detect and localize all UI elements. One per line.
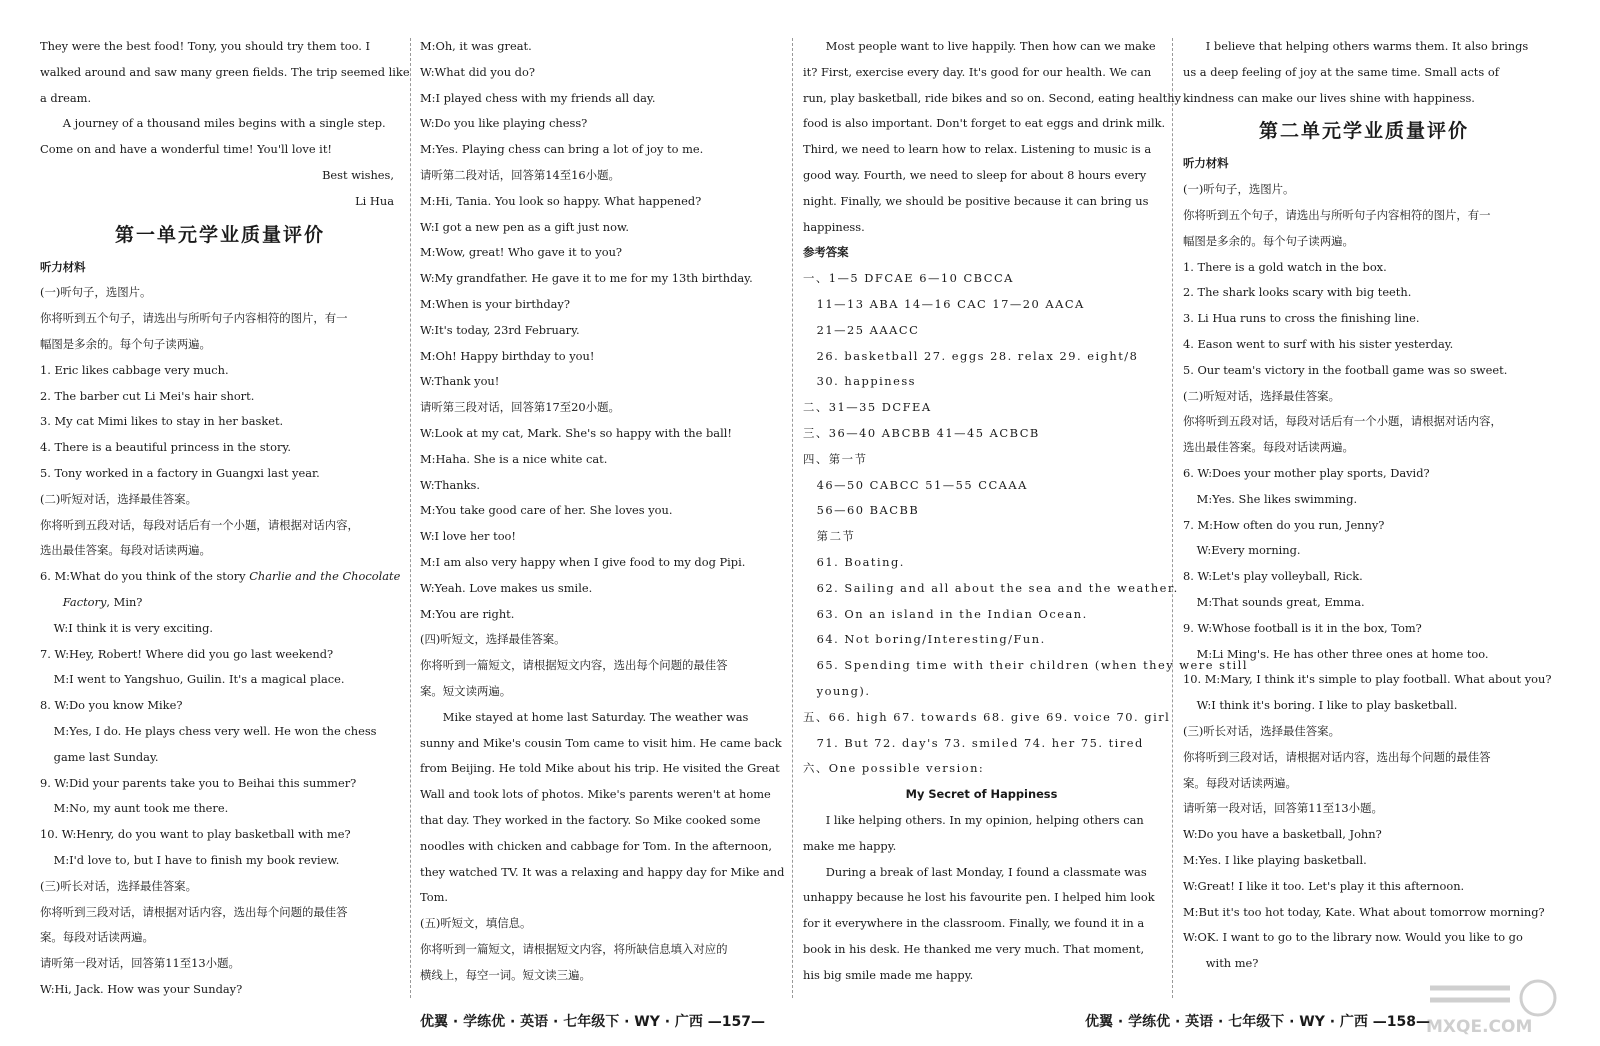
dialog-line: W:Great! I like it too. Let's play it this afternoon. <box>1183 878 1465 893</box>
part-title: (三)听长对话，选择最佳答案。 <box>40 878 197 893</box>
text-line: They were the best food! Tony, you should try them too. I <box>40 39 371 53</box>
passage-line: that day. They worked in the factory. So Mike cooked some <box>420 812 761 827</box>
dialog-line: M:No, my aunt took me there. <box>53 801 229 816</box>
dialog-line: W:OK. I want to go to the library now. Would you like to go <box>1183 930 1523 945</box>
instruction: 案。每段对话读两遍。 <box>40 930 154 945</box>
list-item: 5. Tony worked in a factory in Guangxi last year. <box>40 465 320 480</box>
dialog-line: W:Do you like playing chess? <box>420 116 588 131</box>
q6-text: 6. M:What do you think of the story <box>40 569 250 584</box>
answer-line: 63. On an island in the Indian Ocean. <box>816 606 1088 621</box>
dialog-line: W:Thank you! <box>420 374 500 389</box>
passage-line: happiness. <box>803 219 865 234</box>
passage-line: Wall and took lots of photos. Mike's parents weren't at home <box>420 787 771 802</box>
column-divider <box>410 38 411 998</box>
page-footer-left: 优翼 · 学练优 · 英语 · 七年级下 · WY · 广西 —157— <box>420 1014 766 1030</box>
text-line: Come on and have a wonderful time! You'll love it! <box>40 142 332 157</box>
instruction: 你将听到三段对话，请根据对话内容，选出每个问题的最佳答 <box>40 904 348 919</box>
dialog-line: M:Oh! Happy birthday to you! <box>420 348 595 363</box>
part-title: (三)听长对话，选择最佳答案。 <box>1183 723 1340 738</box>
dialog-line: W:I got a new pen as a gift just now. <box>420 219 630 234</box>
dialog-line: M:Li Ming's. He has other three ones at home too. <box>1196 646 1489 661</box>
dialog-line: M:I played chess with my friends all day. <box>420 90 656 105</box>
dialog-list <box>1183 822 1545 951</box>
dialog-line: M:I am also very happy when I give food to my dog Pipi. <box>420 554 746 569</box>
dialog-line: M:Oh, it was great. <box>420 39 532 53</box>
dialog-line: W:What did you do? <box>420 64 535 79</box>
dialog-list <box>420 189 782 395</box>
part-title: (五)听短文，填信息。 <box>420 916 532 931</box>
instruction: 幅图是多余的。每个句子读两遍。 <box>40 336 211 351</box>
answer-line: 五、66. high 67. towards 68. give 69. voice 70. girl <box>803 709 1171 724</box>
answer-line: 56—60 BACBB <box>816 503 920 518</box>
instruction: 请听第一段对话，回答第11至13小题。 <box>40 956 240 971</box>
answer-line: 61. Boating. <box>816 554 905 569</box>
dialog-line: W:I think it is very exciting. <box>53 620 214 635</box>
dialog-line: W:Hi, Jack. How was your Sunday? <box>40 981 243 996</box>
text-line: walked around and saw many green fields. The trip seemed like <box>40 64 410 79</box>
dialog-line: 9. W:Whose football is it in the box, Tom? <box>1183 620 1422 635</box>
section-heading: 听力材料 <box>1183 156 1229 171</box>
column-1 <box>40 34 410 1003</box>
answers-heading: 参考答案 <box>803 245 849 260</box>
dialog-line: W:Thanks. <box>420 477 480 492</box>
answer-line: 65. Spending time with their children (when they were still <box>816 658 1248 673</box>
dialog-line: 7. W:Hey, Robert! Where did you go last weekend? <box>40 646 334 661</box>
dialog-line: 10. W:Henry, do you want to play basketball with me? <box>40 827 351 842</box>
answer-line: young). <box>816 683 871 698</box>
paragraph-line: kindness can make our lives shine with happiness. <box>1183 90 1475 105</box>
instruction: 选出最佳答案。每段对话读两遍。 <box>1183 440 1354 455</box>
passage-line: Third, we need to learn how to relax. Listening to music is a <box>803 142 1152 157</box>
instruction: 你将听到五段对话，每段对话后有一个小题，请根据对话内容， <box>40 517 359 532</box>
dialog-line: M:You are right. <box>420 606 515 621</box>
passage-line: run, play basketball, ride bikes and so on. Second, eating healthy <box>803 90 1181 105</box>
passage-line: Tom. <box>420 890 448 905</box>
answer-line: 64. Not boring/Interesting/Fun. <box>816 632 1046 647</box>
instruction: 你将听到五段对话，每段对话后有一个小题，请根据对话内容， <box>1183 414 1502 429</box>
unit-title: 第一单元学业质量评价 <box>114 223 325 246</box>
answer-line: 26. basketball 27. eggs 28. relax 29. eight/8 <box>816 348 1139 363</box>
column-2 <box>420 34 785 988</box>
instruction: 选出最佳答案。每段对话读两遍。 <box>40 543 211 558</box>
instruction: 你将听到一篇短文，请根据短文内容，将所缺信息填入对应的 <box>420 941 728 956</box>
essay-title: My Secret of Happiness <box>905 787 1058 802</box>
answer-line: 六、One possible version: <box>803 761 985 776</box>
dialog-line: M:Yes, I do. He plays chess very well. He won the chess <box>53 723 377 738</box>
passage <box>420 705 785 911</box>
essay-line: his big smile made me happy. <box>803 967 974 982</box>
dialog-line: 6. W:Does your mother play sports, David? <box>1183 465 1430 480</box>
dialog-line: W:My grandfather. He gave it to me for my 13th birthday. <box>420 271 753 286</box>
dialog-line: game last Sunday. <box>53 749 159 764</box>
dialog-line: M:Yes. She likes swimming. <box>1196 491 1358 506</box>
instruction: 横线上，每空一词。短文读三遍。 <box>420 967 591 982</box>
part-title: (一)听句子，选图片。 <box>40 285 152 300</box>
answer-line: 21—25 AAACC <box>816 322 920 337</box>
dialog-line: M:When is your birthday? <box>420 296 570 311</box>
dialog-line: W:Do you have a basketball, John? <box>1183 827 1382 842</box>
instruction: 你将听到三段对话，请根据对话内容，选出每个问题的最佳答 <box>1183 749 1491 764</box>
column-divider <box>792 38 793 998</box>
essay <box>803 808 1160 989</box>
dialog-list <box>1183 461 1552 719</box>
letter-closing: Best wishes, <box>322 167 394 182</box>
dialog-line: M:Yes. I like playing basketball. <box>1183 852 1367 867</box>
dialog-list <box>420 421 782 627</box>
dialog-line: W:Every morning. <box>1196 543 1301 558</box>
passage-line: food is also important. Don't forget to eat eggs and drink milk. <box>803 116 1166 131</box>
answer-line: 一、1—5 DFCAE 6—10 CBCCA <box>803 271 1014 286</box>
passage-line: from Beijing. He told Mike about his trip. He visited the Great <box>420 761 780 776</box>
answer-line: 11—13 ABA 14—16 CAC 17—20 AACA <box>816 296 1085 311</box>
essay-line: During a break of last Monday, I found a classmate was <box>825 864 1147 879</box>
instruction: 你将听到五个句子，请选出与所听句子内容相符的图片，有一 <box>1183 207 1491 222</box>
letter-signature: Li Hua <box>355 193 394 208</box>
dialog-line: W:Look at my cat, Mark. She's so happy with the ball! <box>420 425 732 440</box>
essay-line: unhappy because he lost his favourite pen. I helped him look <box>803 890 1155 905</box>
dialog-line <box>40 564 400 590</box>
instruction: 案。每段对话读两遍。 <box>1183 775 1297 790</box>
instruction: 请听第二段对话，回答第14至16小题。 <box>420 167 620 182</box>
column-divider <box>1172 38 1173 998</box>
dialog-line: M:Wow, great! Who gave it to you? <box>420 245 623 260</box>
part-title: (二)听短对话，选择最佳答案。 <box>40 491 197 506</box>
dialog-line: 7. M:How often do you run, Jenny? <box>1183 517 1385 532</box>
dialog-line: M:You take good care of her. She loves you. <box>420 503 673 518</box>
dialog-line: W:I think it's boring. I like to play basketball. <box>1196 698 1458 713</box>
answer-line: 三、36—40 ABCBB 41—45 ACBCB <box>803 425 1040 440</box>
list-item: 2. The barber cut Li Mei's hair short. <box>40 388 255 403</box>
unit-title: 第二单元学业质量评价 <box>1258 120 1469 143</box>
column-4 <box>1183 34 1552 977</box>
passage-line: Most people want to live happily. Then how can we make <box>825 39 1156 53</box>
dialog-line: M:Haha. She is a nice white cat. <box>420 451 608 466</box>
answer-line: 46—50 CABCC 51—55 CCAAA <box>816 477 1028 492</box>
part-title: (二)听短对话，选择最佳答案。 <box>1183 388 1340 403</box>
dialog-list <box>420 34 782 163</box>
answer-line: 62. Sailing and all about the sea and the weather. <box>816 580 1179 595</box>
dialog-line: W:Yeah. Love makes us smile. <box>420 580 593 595</box>
list-item: 5. Our team's victory in the football game was so sweet. <box>1183 362 1508 377</box>
watermark-text: MXQE.COM <box>1426 1017 1533 1037</box>
list-item: 4. Eason went to surf with his sister yesterday. <box>1183 336 1454 351</box>
dialog-line: M:I went to Yangshuo, Guilin. It's a magical place. <box>53 672 345 687</box>
part-title: (四)听短文，选择最佳答案。 <box>420 632 566 647</box>
passage-line: sunny and Mike's cousin Tom came to visit him. He came back <box>420 735 782 750</box>
story-title: Charlie and the Chocolate <box>249 569 401 584</box>
list-item: 4. There is a beautiful princess in the story. <box>40 440 291 455</box>
passage-line: night. Finally, we should be positive because it can bring us <box>803 193 1149 208</box>
answer-key <box>803 266 1248 782</box>
dialog-line: M:That sounds great, Emma. <box>1196 594 1365 609</box>
passage-line: noodles with chicken and cabbage for Tom. In the afternoon, <box>420 838 772 853</box>
answer-line: 第二节 <box>816 529 856 544</box>
instruction: 幅图是多余的。每个句子读两遍。 <box>1183 233 1354 248</box>
story-title-cont: Factory <box>62 594 107 609</box>
instruction: 案。短文读两遍。 <box>420 683 512 698</box>
dialog-line: 10. M:Mary, I think it's simple to play football. What about you? <box>1183 672 1552 687</box>
answer-line: 71. But 72. day's 73. smiled 74. her 75. tired <box>816 735 1144 750</box>
passage-line: it? First, exercise every day. It's good for our health. We can <box>803 64 1152 79</box>
dialog-line: M:Hi, Tania. You look so happy. What happened? <box>420 193 702 208</box>
list-item: 1. Eric likes cabbage very much. <box>40 362 229 377</box>
dialog-line <box>40 590 400 616</box>
paragraph-line: us a deep feeling of joy at the same time. Small acts of <box>1183 64 1499 79</box>
list-item: 2. The shark looks scary with big teeth. <box>1183 285 1412 300</box>
dialog-line: M:But it's too hot today, Kate. What about tomorrow morning? <box>1183 904 1545 919</box>
page-footer-right: 优翼 · 学练优 · 英语 · 七年级下 · WY · 广西 —158— <box>1085 1014 1431 1030</box>
q6-suffix: , Min? <box>106 594 143 609</box>
essay-line: book in his desk. He thanked me very much. That moment, <box>803 941 1145 956</box>
instruction: 请听第一段对话，回答第11至13小题。 <box>1183 801 1383 816</box>
answer-line: 30. happiness <box>816 374 917 389</box>
dialog-line: with me? <box>1205 956 1259 971</box>
essay-line: make me happy. <box>803 838 897 853</box>
part-title: (一)听句子，选图片。 <box>1183 182 1295 197</box>
passage <box>803 34 1181 240</box>
dialog-line: M:Yes. Playing chess can bring a lot of joy to me. <box>420 142 704 157</box>
instruction: 请听第三段对话，回答第17至20小题。 <box>420 400 620 415</box>
section-heading: 听力材料 <box>40 259 86 274</box>
passage-line: Mike stayed at home last Saturday. The weather was <box>442 709 749 724</box>
dialog-line: W:I love her too! <box>420 529 516 544</box>
dialog-line: M:I'd love to, but I have to finish my book review. <box>53 852 340 867</box>
instruction: 你将听到一篇短文，请根据短文内容，选出每个问题的最佳答 <box>420 658 728 673</box>
essay-line: I like helping others. In my opinion, helping others can <box>825 812 1144 827</box>
dialog-list <box>40 616 400 874</box>
dialog-line: 8. W:Let's play volleyball, Rick. <box>1183 569 1363 584</box>
list-item: 1. There is a gold watch in the box. <box>1183 259 1387 274</box>
text-line: A journey of a thousand miles begins with a single step. <box>62 116 386 131</box>
essay-line: for it everywhere in the classroom. Finally, we found it in a <box>803 916 1145 931</box>
watermark-logo <box>1420 976 1570 1036</box>
list-item: 3. Li Hua runs to cross the finishing line. <box>1183 311 1420 326</box>
dialog-line: W:It's today, 23rd February. <box>420 322 580 337</box>
instruction: 你将听到五个句子，请选出与所听句子内容相符的图片，有一 <box>40 311 348 326</box>
paragraph-line: I believe that helping others warms them. It also brings <box>1205 39 1529 53</box>
answer-line: 四、第一节 <box>803 451 868 466</box>
paragraph <box>1183 34 1545 111</box>
passage-line: they watched TV. It was a relaxing and happy day for Mike and <box>420 864 785 879</box>
passage-line: good way. Fourth, we need to sleep for about 8 hours every <box>803 167 1147 182</box>
dialog-line: 9. W:Did your parents take you to Beihai this summer? <box>40 775 357 790</box>
text-line: a dream. <box>40 90 92 105</box>
dialog-line: 8. W:Do you know Mike? <box>40 698 183 713</box>
answer-line: 二、31—35 DCFEA <box>803 400 932 415</box>
list-item: 3. My cat Mimi likes to stay in her basket. <box>40 414 284 429</box>
item-list <box>1183 255 1545 384</box>
